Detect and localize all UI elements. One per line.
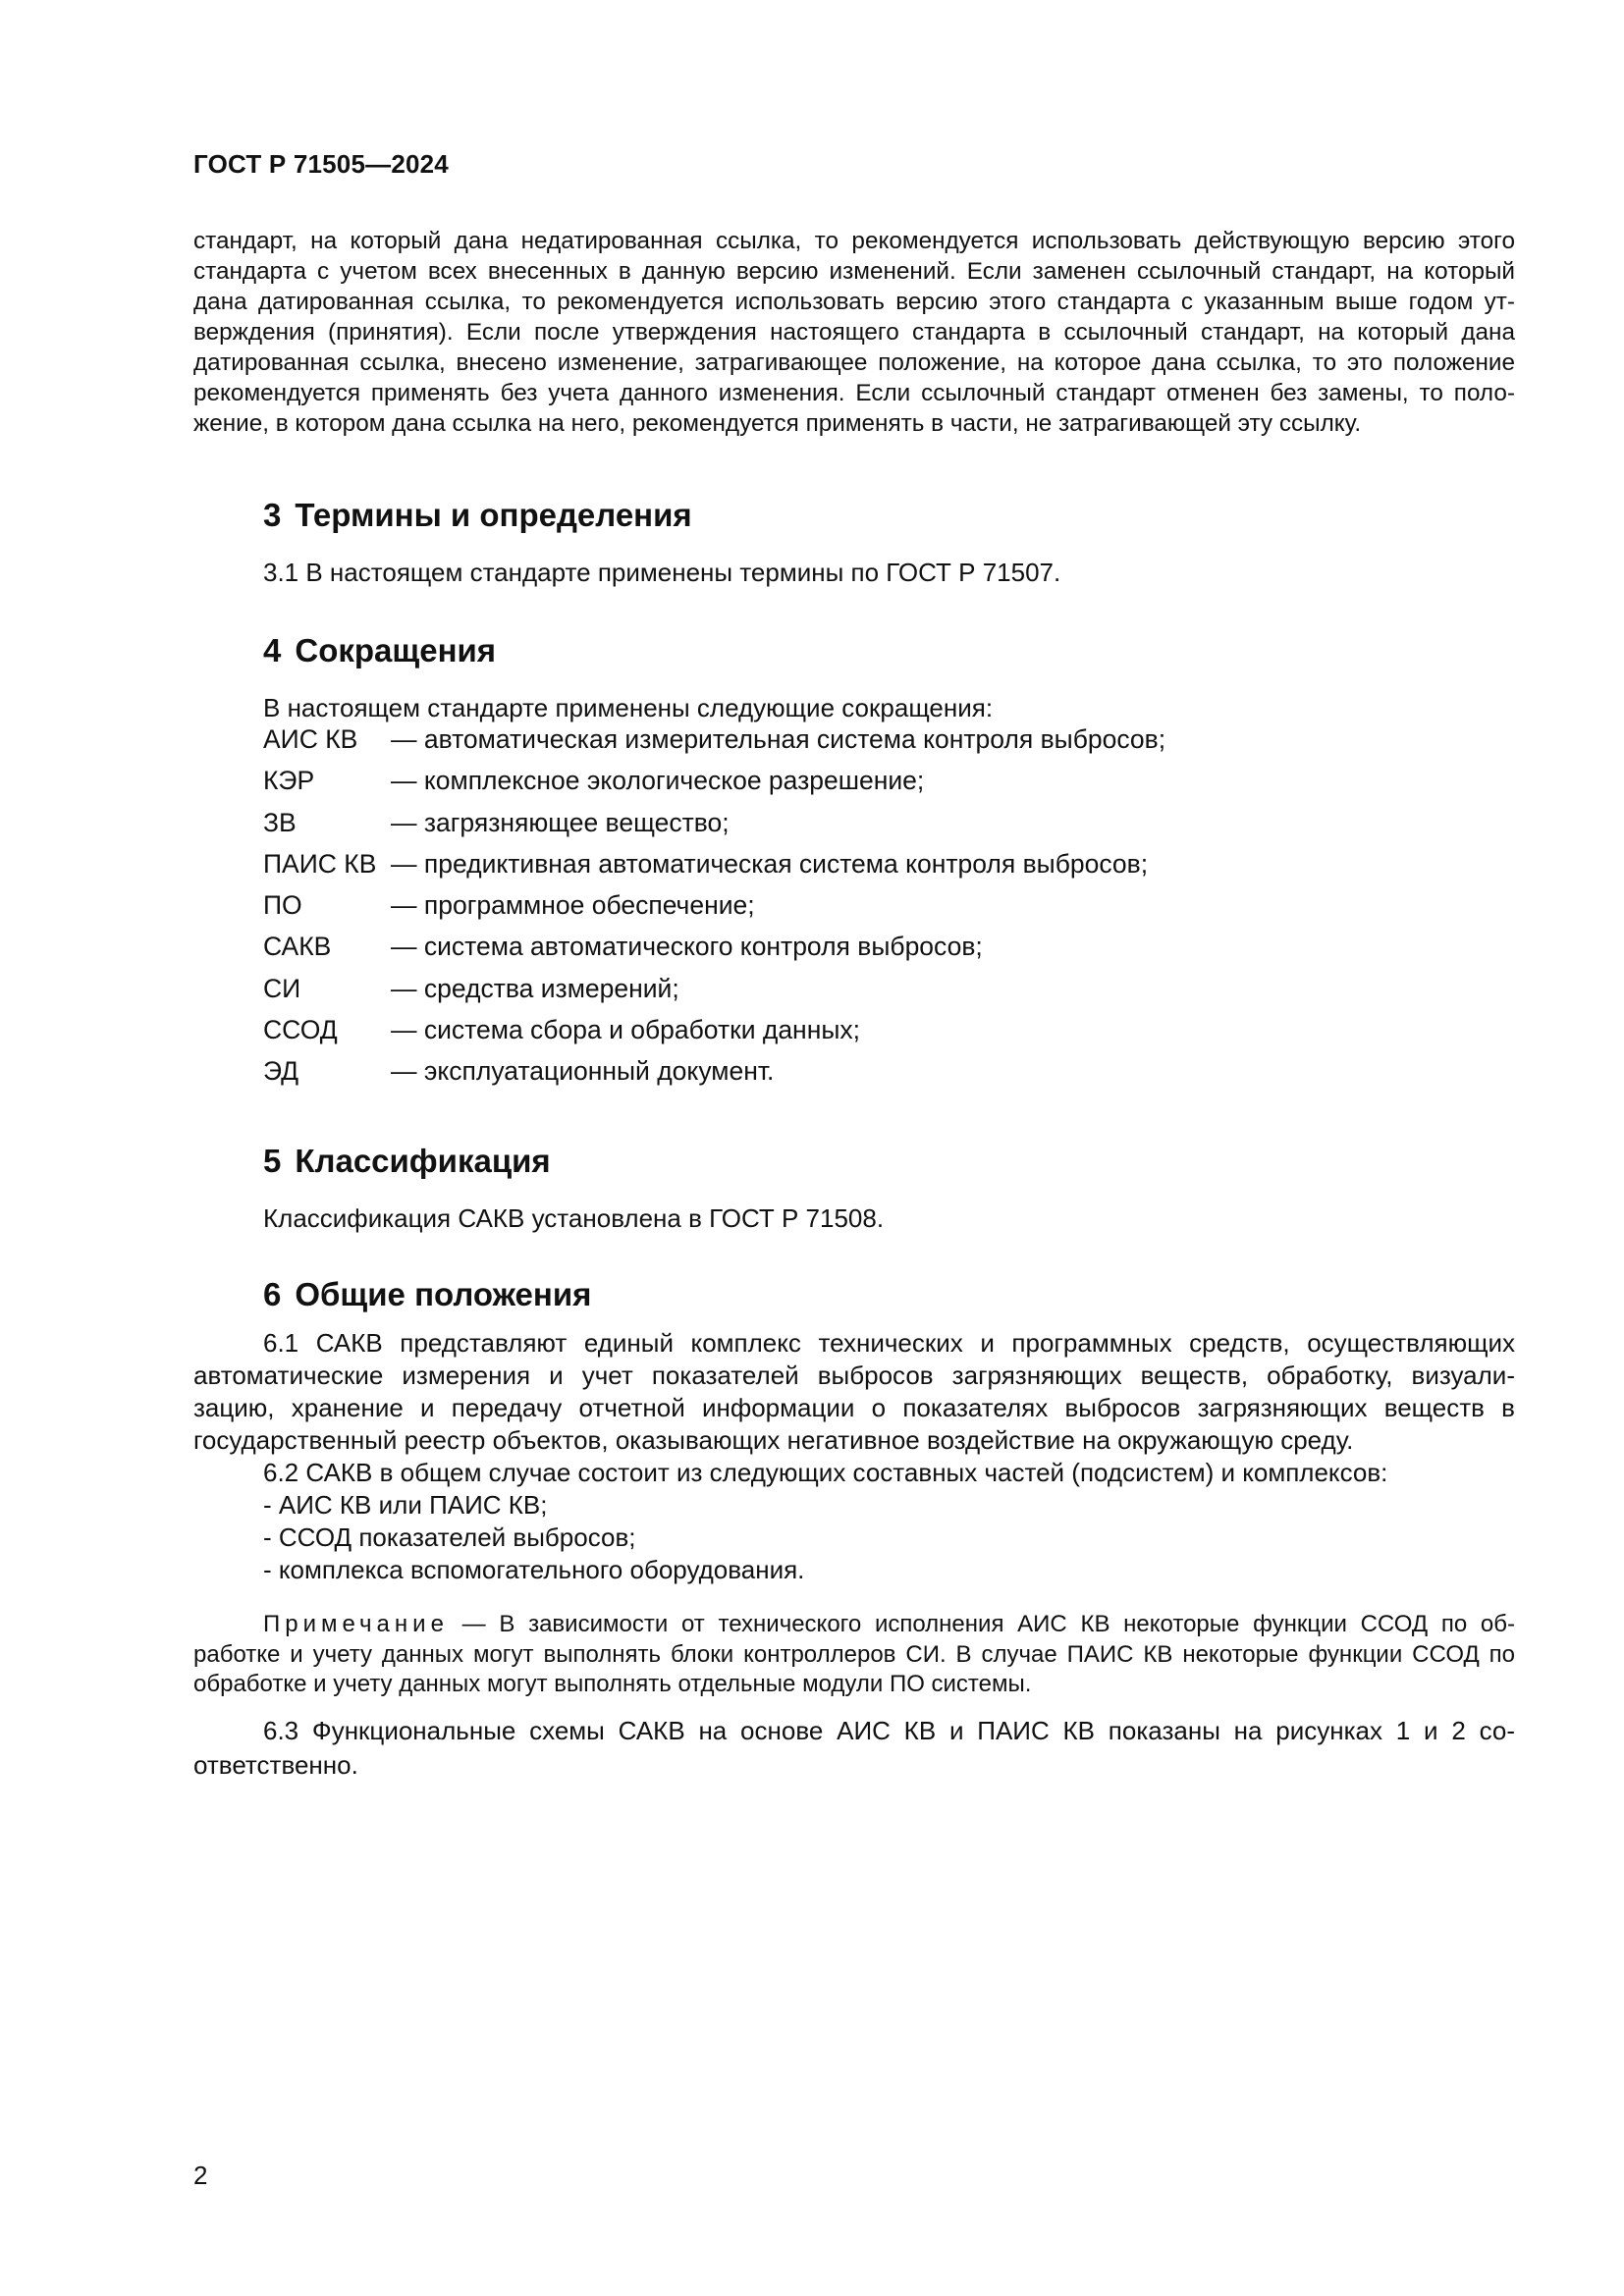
abbreviation-row [263,1015,1165,1056]
section-6-body [193,1327,1515,1586]
abbreviation-term: ПАИС КВ [263,848,377,879]
note-line [193,1610,1515,1640]
note-block [193,1610,1515,1700]
note-line: работке и учету данных могут выполнять блоки контроллеров СИ. В случае ПАИС КВ некоторые функции ССОД по [193,1640,1515,1668]
intro-line: верждения (принятия). Если после утверждения настоящего стандарта в ссылочный стандарт, на который дана [193,319,1515,346]
paragraph-6-1-line: зацию, хранение и передачу отчетной информации о показателях выбросов загрязняющих веществ в [193,1393,1515,1422]
note-label: Примечание [263,1611,449,1637]
abbreviation-definition: — автоматическая измерительная система контроля выбросов; [391,724,1166,754]
section-4-intro: В настоящем стандарте применены следующие сокращения: [263,693,994,722]
abbreviation-row [263,1056,1165,1097]
document-header: ГОСТ Р 71505—2024 [193,149,449,179]
intro-line: стандарта с учетом всех внесенных в данную версию изменений. Если заменен ссылочный стандарт, на который [193,258,1515,285]
section-3-heading [263,497,692,534]
abbreviation-definition: — предиктивная автоматическая система контроля выбросов; [391,848,1149,879]
intro-line: жение, в котором дана ссылка на него, рекомендуется применять в части, не затрагивающей эту ссылку. [193,410,1362,437]
list-item: - ССОД показателей выбросов; [263,1522,636,1552]
intro-line: рекомендуется применять без учета данного изменения. Если ссылочный стандарт отменен без замены, то поло- [193,380,1515,406]
list-item: - комплекса вспомогательного оборудования. [263,1555,805,1584]
abbreviation-term: КЭР [263,766,315,796]
abbreviation-row [263,849,1165,890]
abbreviation-term: ЭД [263,1056,299,1087]
abbreviation-row [263,766,1165,807]
section-title: Сокращения [295,632,497,668]
section-number: 5 [263,1143,282,1179]
abbreviation-row [263,974,1165,1015]
abbreviation-term: ПО [263,890,302,921]
section-number: 3 [263,497,282,533]
abbreviation-definition: — система автоматического контроля выбросов; [391,932,983,962]
abbreviation-definition: — эксплуатационный документ. [391,1056,775,1087]
abbreviation-term: АИС КВ [263,724,358,754]
paragraph-6-1-line: государственный реестр объектов, оказывающих негативное воздействие на окружающую среду. [193,1425,1354,1455]
section-6-heading [263,1276,591,1313]
section-5-paragraph: Классификация САКВ установлена в ГОСТ Р 71508. [263,1203,885,1233]
section-4-heading [263,632,496,669]
section-3-paragraph: 3.1 В настоящем стандарте применены термины по ГОСТ Р 71507. [263,558,1061,587]
abbreviation-definition: — программное обеспечение; [391,890,755,921]
abbreviation-term: СИ [263,973,301,1003]
paragraph-6-3-line: 6.3 Функциональные схемы САКВ на основе АИС КВ и ПАИС КВ показаны на рисунках 1 и 2 со- [263,1716,1515,1745]
list-item: - АИС КВ или ПАИС КВ; [263,1490,548,1520]
abbreviation-row [263,808,1165,849]
abbreviation-term: ЗВ [263,807,297,837]
paragraph-6-1-line: автоматические измерения и учет показателей выбросов загрязняющих веществ, обработку, визуали- [193,1361,1515,1390]
abbreviation-definition: — комплексное экологическое разрешение; [391,766,925,796]
intro-line: стандарт, на который дана недатированная ссылка, то рекомендуется использовать действующую версию этого [193,228,1515,254]
abbreviation-definition: — средства измерений; [391,973,679,1003]
intro-line: датированная ссылка, внесено изменение, затрагивающее положение, на которое дана ссылка, то это положение [193,349,1515,376]
abbreviation-definition: — система сбора и обработки данных; [391,1015,860,1045]
abbreviations-list [263,724,1165,1098]
abbreviation-definition: — загрязняющее вещество; [391,807,730,837]
paragraph-6-1-line: 6.1 САКВ представляют единый комплекс технических и программных средств, осуществляющих [263,1328,1515,1358]
section-number: 6 [263,1276,282,1312]
section-title: Общие положения [295,1276,592,1312]
section-number: 4 [263,632,282,668]
note-line: обработке и учету данных могут выполнять отдельные модули ПО системы. [193,1671,1032,1697]
paragraph-6-3-line: ответственно. [193,1750,358,1780]
abbreviation-term: ССОД [263,1015,338,1045]
paragraph-6-3 [193,1714,1515,1783]
page-number: 2 [193,2161,208,2190]
abbreviation-term: САКВ [263,932,332,962]
intro-paragraph [193,226,1515,439]
abbreviation-row [263,724,1165,766]
abbreviation-row [263,890,1165,932]
note-text: — В зависимости от технического исполнения АИС КВ некоторые функции ССОД по об- [448,1611,1515,1637]
abbreviation-row [263,932,1165,973]
section-title: Классификация [295,1143,551,1179]
section-title: Термины и определения [295,497,692,533]
section-5-heading [263,1143,551,1180]
paragraph-6-2: 6.2 САКВ в общем случае состоит из следующих составных частей (подсистем) и комплексов: [263,1458,1388,1487]
intro-line: дана датированная ссылка, то рекомендуется использовать версию этого стандарта с указанным выше годом ут- [193,289,1515,315]
